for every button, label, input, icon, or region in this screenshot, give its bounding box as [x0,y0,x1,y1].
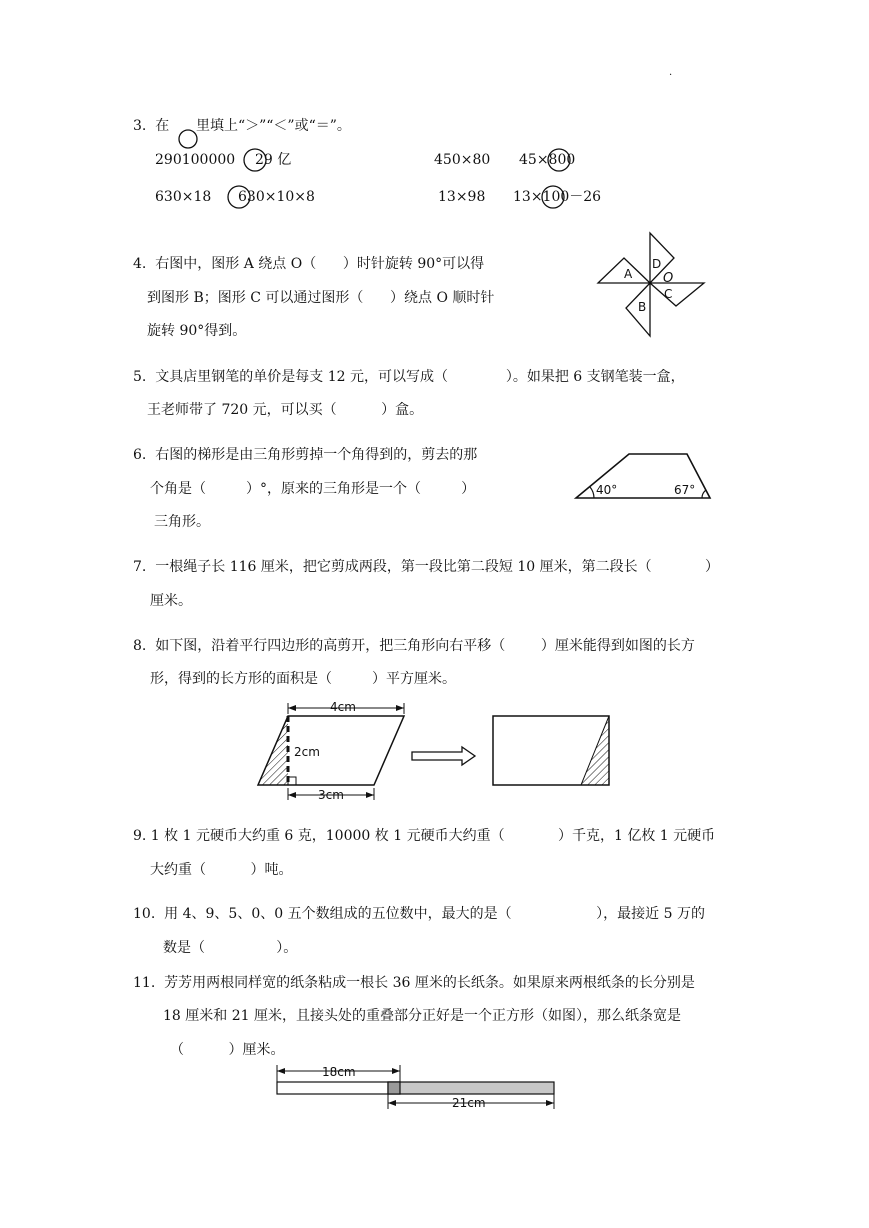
q8-line-1: 8. 如下图，沿着平行四边形的高剪开，把三角形向右平移（ ）厘米能得到如图的长方 [133,638,695,654]
bottom-length-label: 3cm [318,788,344,802]
q9-line-2: 大约重（ ）吨。 [150,862,293,878]
q7-line-1: 7. 一根绳子长 116 厘米，把它剪成两段，第一段比第二段短 10 厘米，第二段长（ ） [133,559,719,575]
paper-strip-figure [272,1062,562,1114]
q3-stem: 3. 在 里填上“＞”“＜”或“＝”。 [133,118,351,134]
angle-right-label: 67° [674,483,696,497]
label-d: D [652,257,662,271]
angle-left-label: 40° [596,483,618,497]
label-o: O [663,271,674,286]
label-a: A [624,267,633,281]
q3-c-left: 630×18 [155,189,212,205]
q3-a-left: 290100000 [155,152,236,168]
q3-d-left: 13×98 [438,189,486,205]
q3-c-right: 630×10×8 [238,189,315,205]
q5-line-2: 王老师带了 720 元，可以买（ ）盒。 [147,402,424,418]
q7-line-2: 厘米。 [150,593,192,609]
q4-line-2: 到图形 B；图形 C 可以通过图形（ ）绕点 O 顺时针 [147,290,495,306]
q3-d-right: 13×100－26 [513,189,602,205]
q6-line-2: 个角是（ ）°，原来的三角形是一个（ ） [150,481,476,497]
label-c: C [664,287,673,301]
parallelogram-figure [250,698,620,804]
strip-2-length-label: 21cm [452,1096,486,1110]
q8-line-2: 形，得到的长方形的面积是（ ）平方厘米。 [150,671,457,687]
q5-line-1: 5. 文具店里钢笔的单价是每支 12 元，可以写成（ ）。如果把 6 支钢笔装一盒， [133,369,685,385]
page-mark: . [669,67,673,78]
q4-line-3: 旋转 90°得到。 [147,323,247,339]
q3-a-right: 29 亿 [255,152,292,168]
q9-line-1: 9. 1 枚 1 元硬币大约重 6 克，10000 枚 1 元硬币大约重（ ）千克，1 亿枚 1 元硬币 [133,828,716,844]
shape-c [650,283,704,306]
q11-line-1: 11. 芳芳用两根同样宽的纸条粘成一根长 36 厘米的长纸条。如果原来两根纸条的长分别是 [133,975,695,991]
q11-line-3: （ ）厘米。 [170,1042,285,1058]
height-label: 2cm [294,745,320,759]
q10-line-1: 10. 用 4、9、5、0、0 五个数组成的五位数中，最大的是（ ），最接近 5 万的 [133,906,705,922]
q3-b-left: 450×80 [434,152,491,168]
q6-line-3: 三角形。 [154,514,210,530]
pinwheel-figure [590,228,710,346]
q3-b-right: 45×800 [519,152,576,168]
top-length-label: 4cm [330,700,356,714]
q10-line-2: 数是（ ）。 [163,940,298,956]
trapezoid-figure [574,452,714,502]
answer-circle-icon [177,128,199,150]
strip-1-length-label: 18cm [322,1065,356,1079]
q4-line-1: 4. 右图中，图形 A 绕点 O（ ）时针旋转 90°可以得 [133,256,485,272]
label-b: B [638,300,647,314]
q6-line-1: 6. 右图的梯形是由三角形剪掉一个角得到的，剪去的那 [133,447,478,463]
q11-line-2: 18 厘米和 21 厘米，且接头处的重叠部分正好是一个正方形（如图），那么纸条宽是 [163,1008,681,1024]
